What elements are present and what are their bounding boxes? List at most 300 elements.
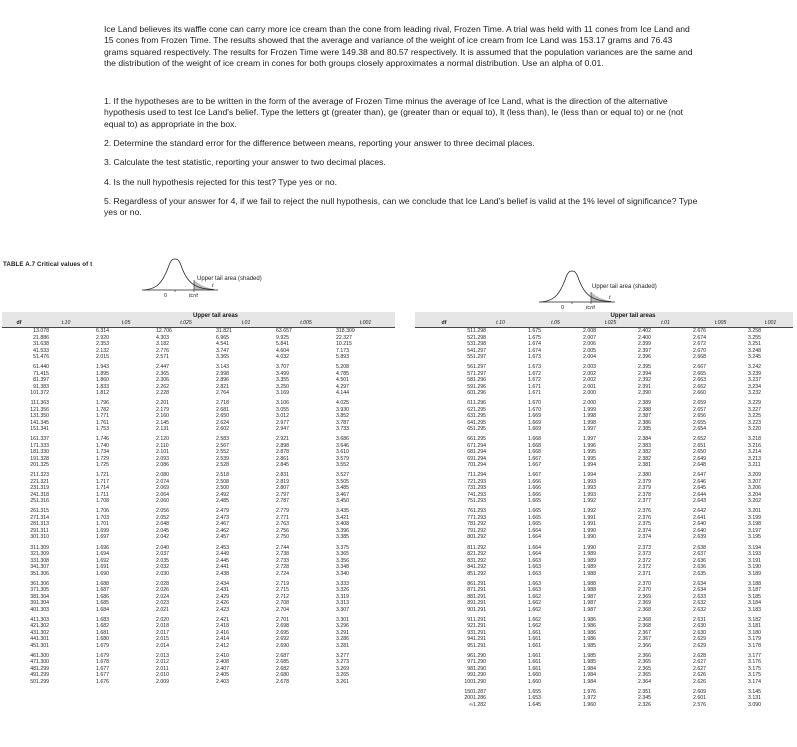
critical-value-cell: 2.429 <box>216 593 229 600</box>
critical-value-cell: 2.074 <box>156 478 169 485</box>
table-row <box>415 469 793 479</box>
critical-value-cell: 2.627 <box>693 665 706 672</box>
critical-value-cell: 5.893 <box>336 354 349 360</box>
critical-value-cell: 2.628 <box>693 652 706 659</box>
critical-value-cell: 1.668 <box>528 449 541 456</box>
critical-value-cell: 3.234 <box>748 383 761 390</box>
critical-value-cell: 2.447 <box>156 364 169 371</box>
critical-value-cell: 3.787 <box>336 419 349 426</box>
col-t10-header: t.10 <box>36 320 96 328</box>
critical-value-cell: 2.326 <box>638 701 651 708</box>
critical-value-cell: 1.292 <box>473 534 486 541</box>
critical-value-cell: 1.306 <box>36 580 49 587</box>
critical-value-cell: 2.640 <box>693 527 706 534</box>
critical-value-cell: 1.318 <box>36 491 49 498</box>
critical-value-cell: 1.985 <box>583 642 596 649</box>
df-cell: 67 <box>467 442 473 449</box>
table-row <box>415 541 793 551</box>
critical-value-cell: 1.662 <box>528 623 541 630</box>
critical-value-cell: 2.389 <box>638 400 651 407</box>
critical-value-cell: 4.785 <box>336 370 349 377</box>
critical-value-cell: 1.997 <box>583 436 596 443</box>
critical-value-cell: 1.734 <box>96 449 109 456</box>
critical-value-cell: 1.282 <box>473 701 486 708</box>
critical-value-cell: 1.669 <box>528 419 541 426</box>
critical-value-cell: 1.677 <box>96 672 109 679</box>
critical-value-cell: 1.671 <box>528 390 541 397</box>
critical-value-cell: 5.841 <box>276 341 289 347</box>
critical-value-cell: 1.703 <box>96 514 109 521</box>
critical-value-cell: 2.708 <box>276 600 289 607</box>
critical-value-cell: 2.947 <box>276 426 289 433</box>
critical-value-cell: 3.180 <box>748 629 761 636</box>
critical-value-cell: 1.943 <box>96 364 109 371</box>
table-row <box>415 361 793 371</box>
critical-value-cell: 2.656 <box>693 413 706 420</box>
critical-value-cell: 1.984 <box>583 672 596 679</box>
df-cell: 65 <box>467 426 473 433</box>
df-cell: 61 <box>467 400 473 407</box>
critical-value-cell: 1.692 <box>96 557 109 564</box>
critical-value-cell: 2.030 <box>156 570 169 577</box>
critical-value-cell: 2.023 <box>156 600 169 607</box>
critical-value-cell: 1.699 <box>96 527 109 534</box>
df-cell: 69 <box>467 455 473 462</box>
df-cell: 80 <box>467 534 473 541</box>
critical-value-cell: 2.445 <box>216 557 229 564</box>
df-cell: 76 <box>467 508 473 515</box>
table-row <box>415 649 793 659</box>
critical-value-cell: 2.377 <box>638 498 651 505</box>
critical-value-cell: 1.304 <box>36 593 49 600</box>
critical-value-cell: 3.216 <box>748 442 761 449</box>
critical-value-cell: 1.725 <box>96 462 109 469</box>
critical-value-cell: 2.388 <box>638 406 651 413</box>
critical-value-cell: 3.485 <box>336 485 349 492</box>
critical-value-cell: 1.301 <box>36 636 49 643</box>
critical-value-cell: 2.649 <box>693 455 706 462</box>
critical-value-cell: 2.647 <box>693 472 706 479</box>
critical-value-cell: 1.986 <box>583 636 596 643</box>
col-t10-header: t.10 <box>473 320 528 328</box>
critical-value-cell: 1.307 <box>36 564 49 571</box>
critical-value-cell: 2.690 <box>276 642 289 649</box>
critical-value-cell: 3.307 <box>336 606 349 613</box>
critical-value-cell: 2.373 <box>638 551 651 558</box>
critical-value-cell: 2.467 <box>216 521 229 528</box>
df-cell: 49 <box>30 672 36 679</box>
critical-value-cell: 3.421 <box>336 514 349 521</box>
df-cell: 38 <box>30 593 36 600</box>
critical-value-cell: 2.650 <box>216 413 229 420</box>
critical-value-cell: 2.797 <box>276 491 289 498</box>
df-cell: 25 <box>30 498 36 505</box>
critical-value-cell: 3.191 <box>748 557 761 564</box>
critical-value-cell: 2.402 <box>638 328 651 334</box>
critical-value-cell: 2.368 <box>638 616 651 623</box>
critical-value-cell: 2.637 <box>693 551 706 558</box>
critical-value-cell: 5.208 <box>336 364 349 371</box>
critical-value-cell: 1.663 <box>528 580 541 587</box>
critical-value-cell: 1.298 <box>473 328 486 334</box>
critical-value-cell: 1.994 <box>583 462 596 469</box>
critical-value-cell: 2.630 <box>693 629 706 636</box>
critical-value-cell: 1.661 <box>528 659 541 666</box>
critical-value-cell: 12.706 <box>156 328 172 334</box>
critical-value-cell: 2.018 <box>156 623 169 630</box>
critical-value-cell: 1.685 <box>96 600 109 607</box>
df-cell: 78 <box>467 521 473 528</box>
critical-value-cell: 1.661 <box>528 665 541 672</box>
critical-value-cell: 2.634 <box>693 587 706 594</box>
critical-value-cell: 2.421 <box>216 616 229 623</box>
critical-value-cell: 3.450 <box>336 498 349 505</box>
df-cell: 66 <box>467 436 473 443</box>
t-label-left: t <box>212 283 214 289</box>
critical-value-cell: 1.291 <box>473 636 486 643</box>
critical-value-cell: 2.528 <box>216 462 229 469</box>
critical-value-cell: 4.025 <box>336 400 349 407</box>
df-cell: 10 <box>30 390 36 397</box>
critical-value-cell: 3.174 <box>748 678 761 685</box>
t-table-left <box>2 312 395 685</box>
critical-value-cell: 1.294 <box>473 442 486 449</box>
critical-value-cell: 3.281 <box>336 642 349 649</box>
df-cell: 4 <box>33 347 36 354</box>
critical-value-cell: 1.668 <box>528 436 541 443</box>
df-cell: 75 <box>467 498 473 505</box>
critical-value-cell: 2.045 <box>156 527 169 534</box>
critical-value-cell: 2.632 <box>693 606 706 613</box>
df-cell: 97 <box>467 659 473 666</box>
critical-value-cell: 3.747 <box>216 347 229 354</box>
critical-value-cell: 1.292 <box>473 570 486 577</box>
df-cell: 21 <box>30 472 36 479</box>
critical-value-cell: 2.385 <box>638 426 651 433</box>
critical-value-cell: 2.583 <box>216 436 229 443</box>
critical-value-cell: 2.372 <box>638 557 651 564</box>
critical-value-cell: 3.258 <box>748 328 761 334</box>
critical-value-cell: 3.182 <box>748 616 761 623</box>
critical-value-cell: 2.345 <box>638 695 651 702</box>
critical-value-cell: 1.662 <box>528 600 541 607</box>
critical-value-cell: 1.753 <box>96 426 109 433</box>
critical-value-cell: 2.479 <box>216 508 229 515</box>
critical-value-cell: 3.296 <box>336 623 349 630</box>
critical-value-cell: 1.290 <box>473 665 486 672</box>
table-row <box>2 361 395 371</box>
critical-value-cell: 3.194 <box>748 544 761 551</box>
df-cell: 53 <box>467 341 473 347</box>
critical-value-cell: 2.438 <box>216 570 229 577</box>
critical-value-cell: 1.292 <box>473 527 486 534</box>
critical-value-cell: 2.399 <box>638 341 651 347</box>
df-cell: 44 <box>30 636 36 643</box>
df-cell: 79 <box>467 527 473 534</box>
df-cell: 200 <box>464 695 473 702</box>
critical-value-cell: 1.740 <box>96 442 109 449</box>
table-row <box>2 649 395 659</box>
critical-value-cell: 2.500 <box>216 485 229 492</box>
critical-value-cell: 1.674 <box>528 347 541 354</box>
critical-value-cell: 1.337 <box>36 436 49 443</box>
df-cell: 51 <box>467 328 473 334</box>
critical-value-cell: 2.678 <box>276 678 289 685</box>
critical-value-cell: 2.132 <box>96 347 109 354</box>
critical-value-cell: 1.960 <box>583 701 596 708</box>
critical-value-cell: 2.368 <box>638 623 651 630</box>
df-cell: 8 <box>33 377 36 384</box>
critical-value-cell: 2.390 <box>638 390 651 397</box>
critical-value-cell: 2.391 <box>638 383 651 390</box>
df-cell: 5 <box>33 354 36 360</box>
critical-value-cell: 2.701 <box>276 616 289 623</box>
df-cell: 47 <box>30 659 36 666</box>
critical-value-cell: 2.576 <box>693 701 706 708</box>
critical-value-cell: 3.175 <box>748 672 761 679</box>
critical-value-cell: 1.293 <box>473 485 486 492</box>
critical-value-cell: 1.988 <box>583 570 596 577</box>
critical-value-cell: 1.297 <box>473 347 486 354</box>
question-4: 4. Is the null hypothesis rejected for this test? Type yes or no. <box>104 177 337 187</box>
critical-value-cell: 3.202 <box>748 498 761 505</box>
df-cell: 22 <box>30 478 36 485</box>
critical-value-cell: 1.988 <box>583 580 596 587</box>
critical-value-cell: 2.779 <box>276 508 289 515</box>
critical-value-cell: 3.333 <box>336 580 349 587</box>
critical-value-cell: 1.687 <box>96 587 109 594</box>
critical-value-cell: 1.995 <box>583 449 596 456</box>
critical-value-cell: 1.295 <box>473 436 486 443</box>
col-t05-header: t.05 <box>528 320 583 328</box>
critical-value-cell: 1.985 <box>583 652 596 659</box>
critical-value-cell: 1.294 <box>473 472 486 479</box>
critical-value-cell: 1.680 <box>96 636 109 643</box>
critical-value-cell: 3.145 <box>748 688 761 695</box>
tcrit-label-left: tcrit <box>189 293 198 299</box>
critical-value-cell: 2.004 <box>583 354 596 360</box>
col-t005-header: t.005 <box>276 320 336 328</box>
upper-tail-caption-left: Upper tail area (shaded) <box>197 276 262 282</box>
critical-value-cell: 1.782 <box>96 406 109 413</box>
df-cell: 74 <box>467 491 473 498</box>
critical-value-cell: 2.026 <box>156 587 169 594</box>
critical-value-cell: 3.340 <box>336 570 349 577</box>
critical-value-cell: 3.248 <box>748 347 761 354</box>
critical-value-cell: 2.655 <box>693 419 706 426</box>
t-distribution-diagram-left <box>140 256 262 299</box>
critical-value-cell: 1.661 <box>528 636 541 643</box>
critical-value-cell: 1.299 <box>36 672 49 679</box>
critical-value-cell: 3.189 <box>748 570 761 577</box>
df-cell: 87 <box>467 587 473 594</box>
critical-value-cell: 2.101 <box>156 449 169 456</box>
critical-value-cell: 1.670 <box>528 406 541 413</box>
critical-value-cell: 2.015 <box>156 636 169 643</box>
critical-value-cell: 1.311 <box>36 527 49 534</box>
critical-value-cell: 2.665 <box>693 370 706 377</box>
df-cell: 92 <box>467 623 473 630</box>
critical-value-cell: 1.299 <box>36 665 49 672</box>
critical-value-cell: 3.707 <box>276 364 289 371</box>
critical-value-cell: 2.998 <box>216 370 229 377</box>
critical-value-cell: 1.292 <box>473 544 486 551</box>
df-cell: 95 <box>467 642 473 649</box>
critical-value-cell: 1.363 <box>36 400 49 407</box>
critical-value-cell: 2.382 <box>638 449 651 456</box>
upper-tail-areas-header-right: Upper tail areas <box>473 312 793 320</box>
critical-value-cell: 2.692 <box>276 636 289 643</box>
critical-value-cell: 2.434 <box>216 580 229 587</box>
df-cell: 12 <box>30 406 36 413</box>
critical-value-cell: 1.290 <box>473 652 486 659</box>
critical-value-cell: 1.315 <box>36 508 49 515</box>
critical-value-cell: 2.179 <box>156 406 169 413</box>
critical-value-cell: 3.277 <box>336 652 349 659</box>
col-t001-header: t.001 <box>748 320 793 328</box>
critical-value-cell: 1.986 <box>583 623 596 630</box>
critical-value-cell: 3.852 <box>336 413 349 420</box>
critical-value-cell: 1.294 <box>473 462 486 469</box>
df-cell: 30 <box>30 534 36 541</box>
critical-value-cell: 1.321 <box>36 478 49 485</box>
critical-value-cell: 1.714 <box>96 485 109 492</box>
critical-value-cell: 1.998 <box>583 413 596 420</box>
critical-value-cell: 2.636 <box>693 564 706 571</box>
critical-value-cell: 1.295 <box>473 413 486 420</box>
critical-value-cell: 3.686 <box>336 436 349 443</box>
df-cell: 58 <box>467 377 473 384</box>
critical-value-cell: 1.298 <box>473 334 486 341</box>
critical-value-cell: 1.675 <box>528 334 541 341</box>
critical-value-cell: 2.379 <box>638 485 651 492</box>
critical-value-cell: 1.995 <box>583 455 596 462</box>
critical-value-cell: 1.694 <box>96 551 109 558</box>
df-cell: 7 <box>33 370 36 377</box>
critical-value-cell: 3.552 <box>336 462 349 469</box>
critical-value-cell: 3.265 <box>336 672 349 679</box>
critical-value-cell: 2.021 <box>156 606 169 613</box>
critical-value-cell: 3.197 <box>748 527 761 534</box>
df-header-left: df <box>2 320 36 328</box>
critical-value-cell: 3.291 <box>336 629 349 636</box>
critical-value-cell: 2.002 <box>583 377 596 384</box>
critical-value-cell: 1.662 <box>528 616 541 623</box>
critical-value-cell: 3.237 <box>748 377 761 384</box>
df-cell: 1 <box>33 328 36 334</box>
critical-value-cell: 1.415 <box>36 370 49 377</box>
critical-value-cell: 2.712 <box>276 593 289 600</box>
critical-value-cell: 3.579 <box>336 455 349 462</box>
critical-value-cell: 1.296 <box>473 377 486 384</box>
df-cell: 89 <box>467 600 473 607</box>
critical-value-cell: 1.665 <box>528 514 541 521</box>
critical-value-cell: 2.007 <box>583 334 596 341</box>
df-cell: 27 <box>30 514 36 521</box>
zero-label-right: 0 <box>561 305 565 311</box>
critical-value-cell: 3.251 <box>748 341 761 347</box>
df-cell: 64 <box>467 419 473 426</box>
critical-value-cell: 2.920 <box>96 334 109 341</box>
critical-value-cell: 3.176 <box>748 659 761 666</box>
critical-value-cell: 1.987 <box>583 593 596 600</box>
df-cell: 54 <box>467 347 473 354</box>
critical-value-cell: 4.501 <box>336 377 349 384</box>
critical-value-cell: 1.989 <box>583 557 596 564</box>
critical-value-cell: 2.670 <box>693 347 706 354</box>
col-t025-header: t.025 <box>583 320 638 328</box>
critical-value-cell: 2.382 <box>638 455 651 462</box>
critical-value-cell: 1.302 <box>36 623 49 630</box>
df-cell: 50 <box>30 678 36 685</box>
critical-value-cell: 1.291 <box>473 616 486 623</box>
critical-value-cell: 2.642 <box>693 508 706 515</box>
table-row <box>415 433 793 443</box>
upper-tail-areas-header-left: Upper tail areas <box>36 312 395 320</box>
critical-value-cell: 2.660 <box>693 390 706 397</box>
critical-value-cell: 1.291 <box>473 593 486 600</box>
critical-value-cell: 3.435 <box>336 508 349 515</box>
df-cell: 42 <box>30 623 36 630</box>
critical-value-cell: 1.886 <box>36 334 49 341</box>
critical-value-cell: 1.682 <box>96 623 109 630</box>
critical-value-cell: 2.602 <box>216 426 229 433</box>
critical-value-cell: 3.106 <box>276 400 289 407</box>
critical-value-cell: 1.992 <box>583 498 596 505</box>
critical-value-cell: 2.366 <box>638 642 651 649</box>
critical-value-cell: 1.989 <box>583 551 596 558</box>
table-row <box>2 397 395 407</box>
critical-value-cell: 2.651 <box>693 442 706 449</box>
critical-value-cell: 1.661 <box>528 642 541 649</box>
critical-value-cell: 2.921 <box>276 436 289 443</box>
col-t01-header: t.01 <box>638 320 693 328</box>
critical-value-cell: 3.185 <box>748 593 761 600</box>
df-cell: 13 <box>30 413 36 420</box>
critical-value-cell: 2.014 <box>156 642 169 649</box>
critical-value-cell: 2.715 <box>276 587 289 594</box>
critical-value-cell: 1.290 <box>473 672 486 679</box>
critical-value-cell: 2.473 <box>216 514 229 521</box>
critical-value-cell: 1.661 <box>528 629 541 636</box>
critical-value-cell: 1.666 <box>528 478 541 485</box>
critical-value-cell: 1.291 <box>473 587 486 594</box>
critical-value-cell: 3.733 <box>336 426 349 433</box>
critical-value-cell: 2.657 <box>693 406 706 413</box>
df-cell: 46 <box>30 652 36 659</box>
critical-value-cell: 2.035 <box>156 557 169 564</box>
critical-value-cell: 2.645 <box>693 485 706 492</box>
critical-value-cell: 3.182 <box>156 341 169 347</box>
df-cell: 48 <box>30 665 36 672</box>
critical-value-cell: 2.418 <box>216 623 229 630</box>
df-cell: 6 <box>33 364 36 371</box>
critical-value-cell: 1.476 <box>36 354 49 360</box>
critical-value-cell: 1.663 <box>528 557 541 564</box>
critical-value-cell: 3.012 <box>276 413 289 420</box>
df-cell: 24 <box>30 491 36 498</box>
critical-value-cell: 3.183 <box>748 606 761 613</box>
critical-value-cell: 1.669 <box>528 413 541 420</box>
critical-value-cell: 1.293 <box>473 498 486 505</box>
df-cell: 77 <box>467 514 473 521</box>
table-caption: TABLE A.7 Critical values of t <box>3 261 93 268</box>
table-row <box>415 505 793 515</box>
critical-value-cell: 1.860 <box>96 377 109 384</box>
critical-value-cell: 3.055 <box>276 406 289 413</box>
critical-value-cell: 2.048 <box>156 521 169 528</box>
critical-value-cell: 2.457 <box>216 534 229 541</box>
